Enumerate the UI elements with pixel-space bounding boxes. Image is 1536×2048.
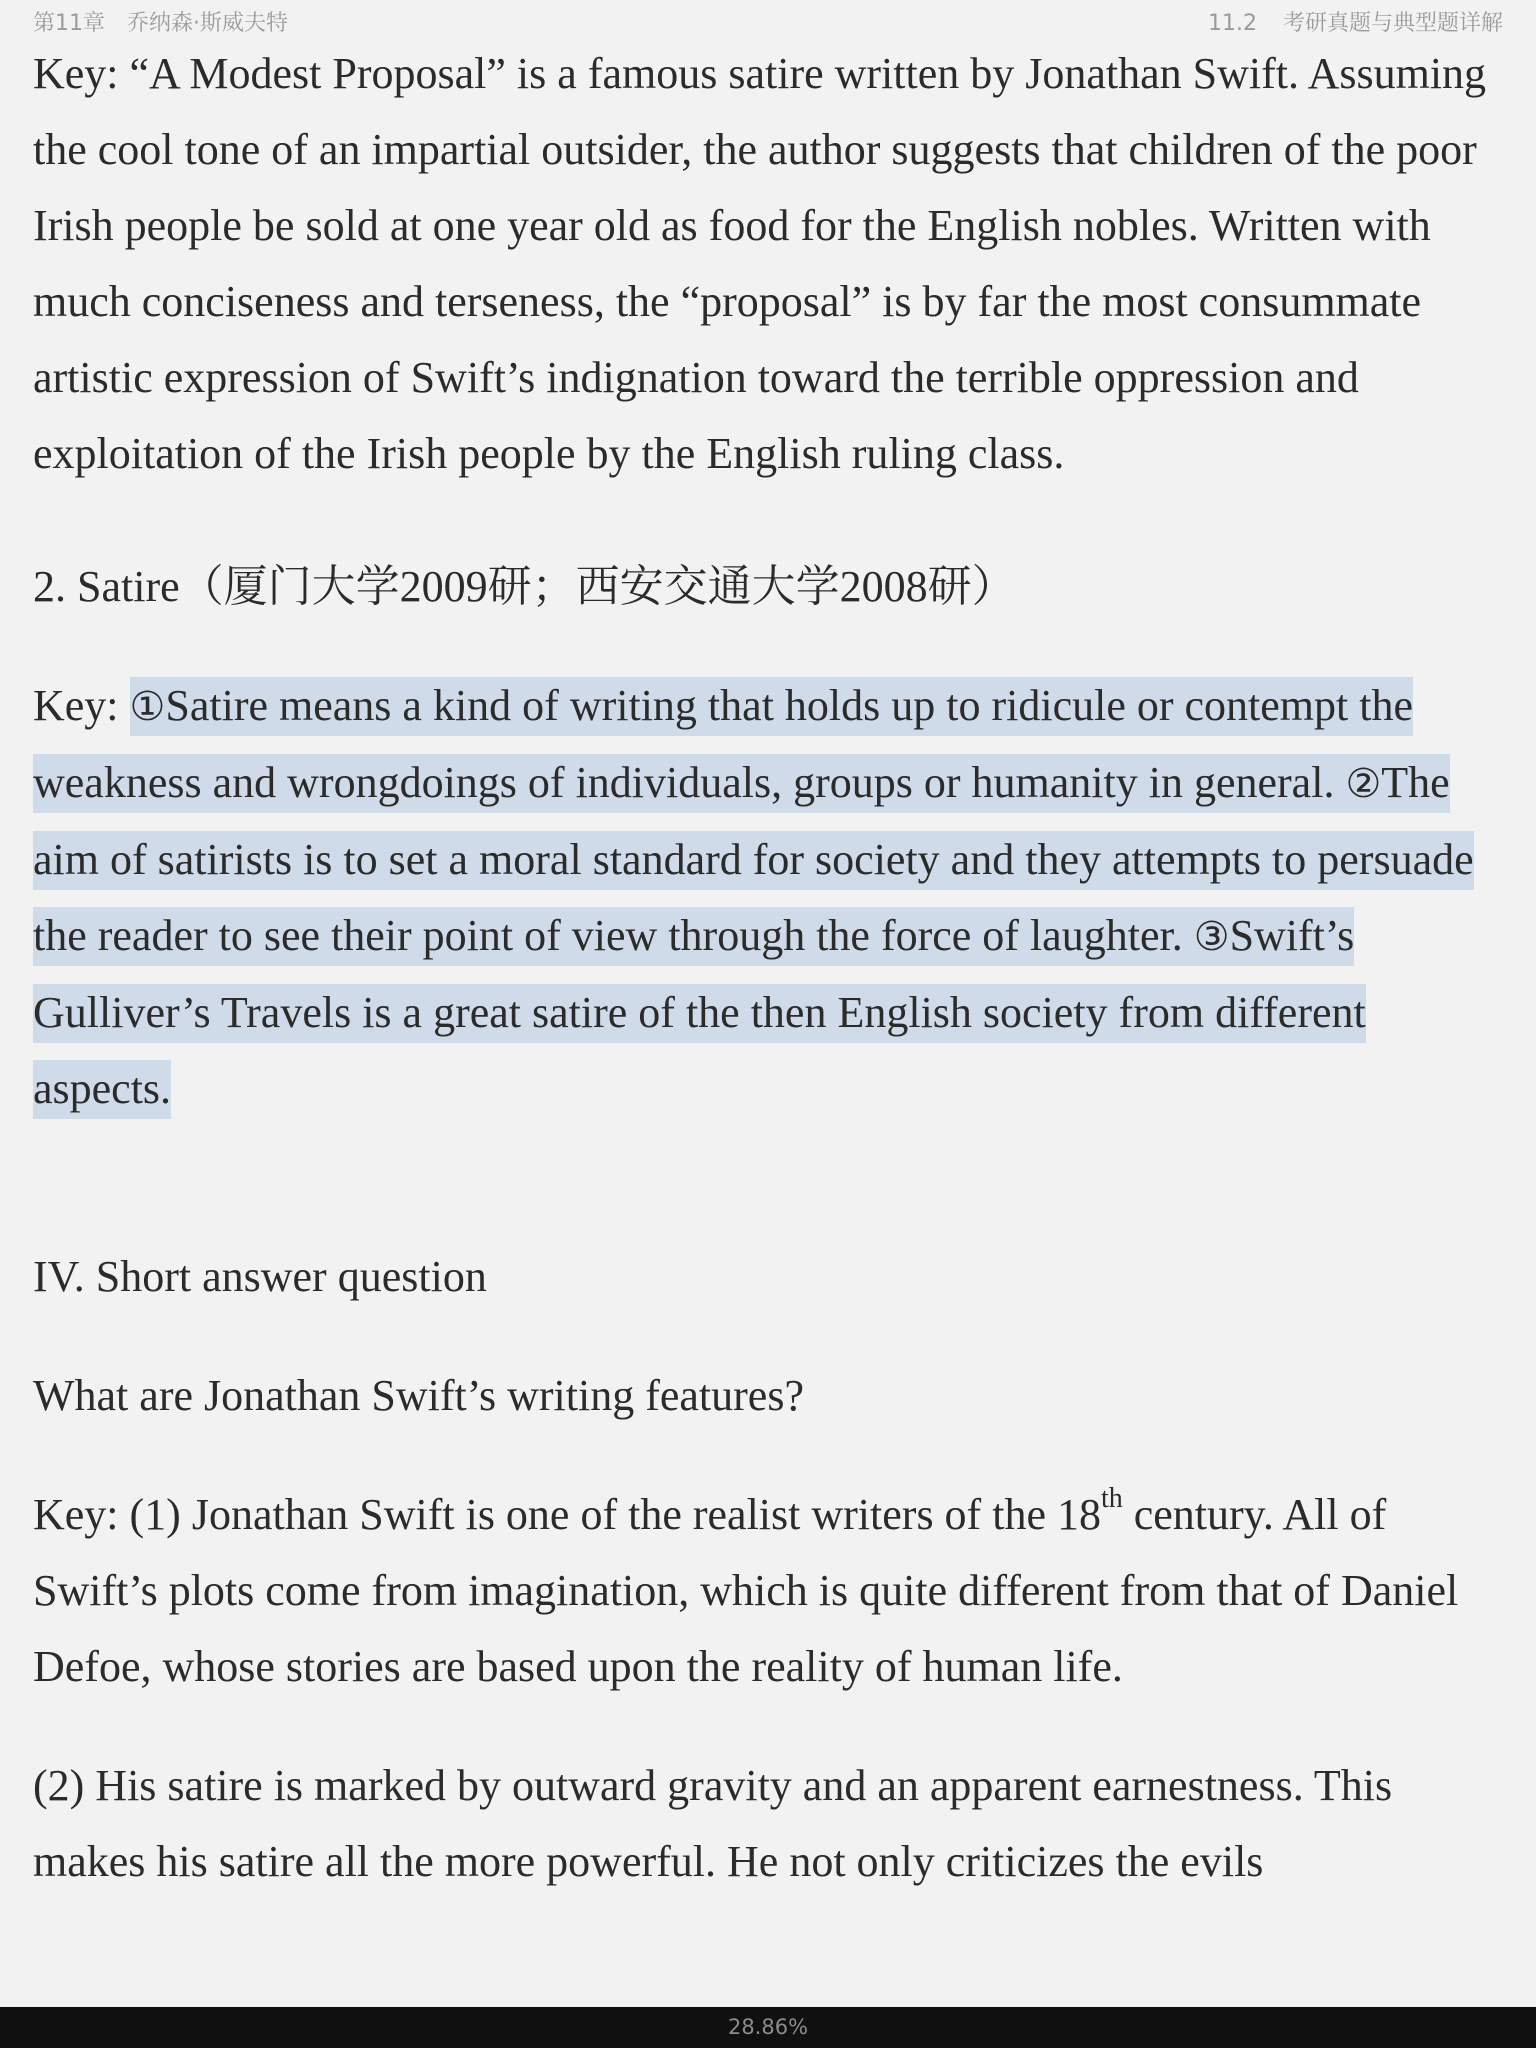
- answer-paragraph-2[interactable]: (2) His satire is marked by outward gravity and an apparent earnestness. This makes his satire all the more powerful. He not only criticizes the evils: [33, 1761, 1393, 1886]
- reading-progress-bar: [0, 2007, 1536, 2048]
- section-heading-short-answer: IV. Short answer question: [33, 1252, 487, 1301]
- chapter-info: [33, 6, 288, 37]
- item-title: Satire（厦门大学2009研；西安交通大学2008研）: [77, 562, 1016, 611]
- key-label: Key:: [33, 681, 130, 730]
- circled-number-2: ②: [1345, 761, 1382, 807]
- page-header: [0, 0, 1536, 38]
- question-item-satire: [33, 549, 1503, 625]
- item-number: 2.: [33, 562, 66, 611]
- section-info: [1208, 6, 1503, 37]
- answer-paragraph-modest-proposal[interactable]: Key: “A Modest Proposal” is a famous satire written by Jonathan Swift. Assuming the cool tone of an impartial outsider, the author suggests that children of the poor Irish people be sold at one year old as food for the English nobles. Written with much conciseness and terseness, the “proposal” is by far the most consummate artistic expression of Swift’s indignation toward the terrible oppression and exploitation of the Irish people by the English ruling class.: [33, 49, 1487, 478]
- answer-paragraph-1[interactable]: [33, 1477, 1503, 1705]
- answer-paragraph-satire[interactable]: [33, 668, 1503, 1127]
- ordinal-suffix: th: [1100, 1483, 1123, 1515]
- highlighted-text[interactable]: [33, 677, 1474, 1119]
- section-number: 11.2: [1208, 11, 1257, 36]
- reading-content[interactable]: [33, 36, 1503, 1900]
- highlight-sentence-2: The aim of satirists is to set a moral standard for society and they attempts to persuade the reader to see their point of view through the force of laughter.: [33, 758, 1474, 960]
- circled-number-3: ③: [1193, 914, 1230, 960]
- section-title: 考研真题与典型题详解: [1282, 11, 1503, 36]
- chapter-number: 第11章: [33, 11, 105, 36]
- highlight-sentence-3: Swift’s Gulliver’s Travels is a great satire of the then English society from different aspects.: [33, 911, 1366, 1113]
- highlight-sentence-1: Satire means a kind of writing that holds up to ridicule or contempt the weakness and wrongdoings of individuals, groups or humanity in general.: [33, 681, 1414, 807]
- chapter-title: 乔纳森·斯威夫特: [127, 11, 288, 36]
- progress-percent: 28.86%: [727, 2015, 809, 2039]
- question-text: What are Jonathan Swift’s writing features?: [33, 1371, 804, 1420]
- answer-text-b: century. All of Swift’s plots come from imagination, which is quite different from that of Daniel Defoe, whose stories are based upon the reality of human life.: [33, 1490, 1459, 1691]
- answer-text-a: Key: (1) Jonathan Swift is one of the realist writers of the 18: [33, 1490, 1101, 1539]
- circled-number-1: ①: [129, 684, 166, 730]
